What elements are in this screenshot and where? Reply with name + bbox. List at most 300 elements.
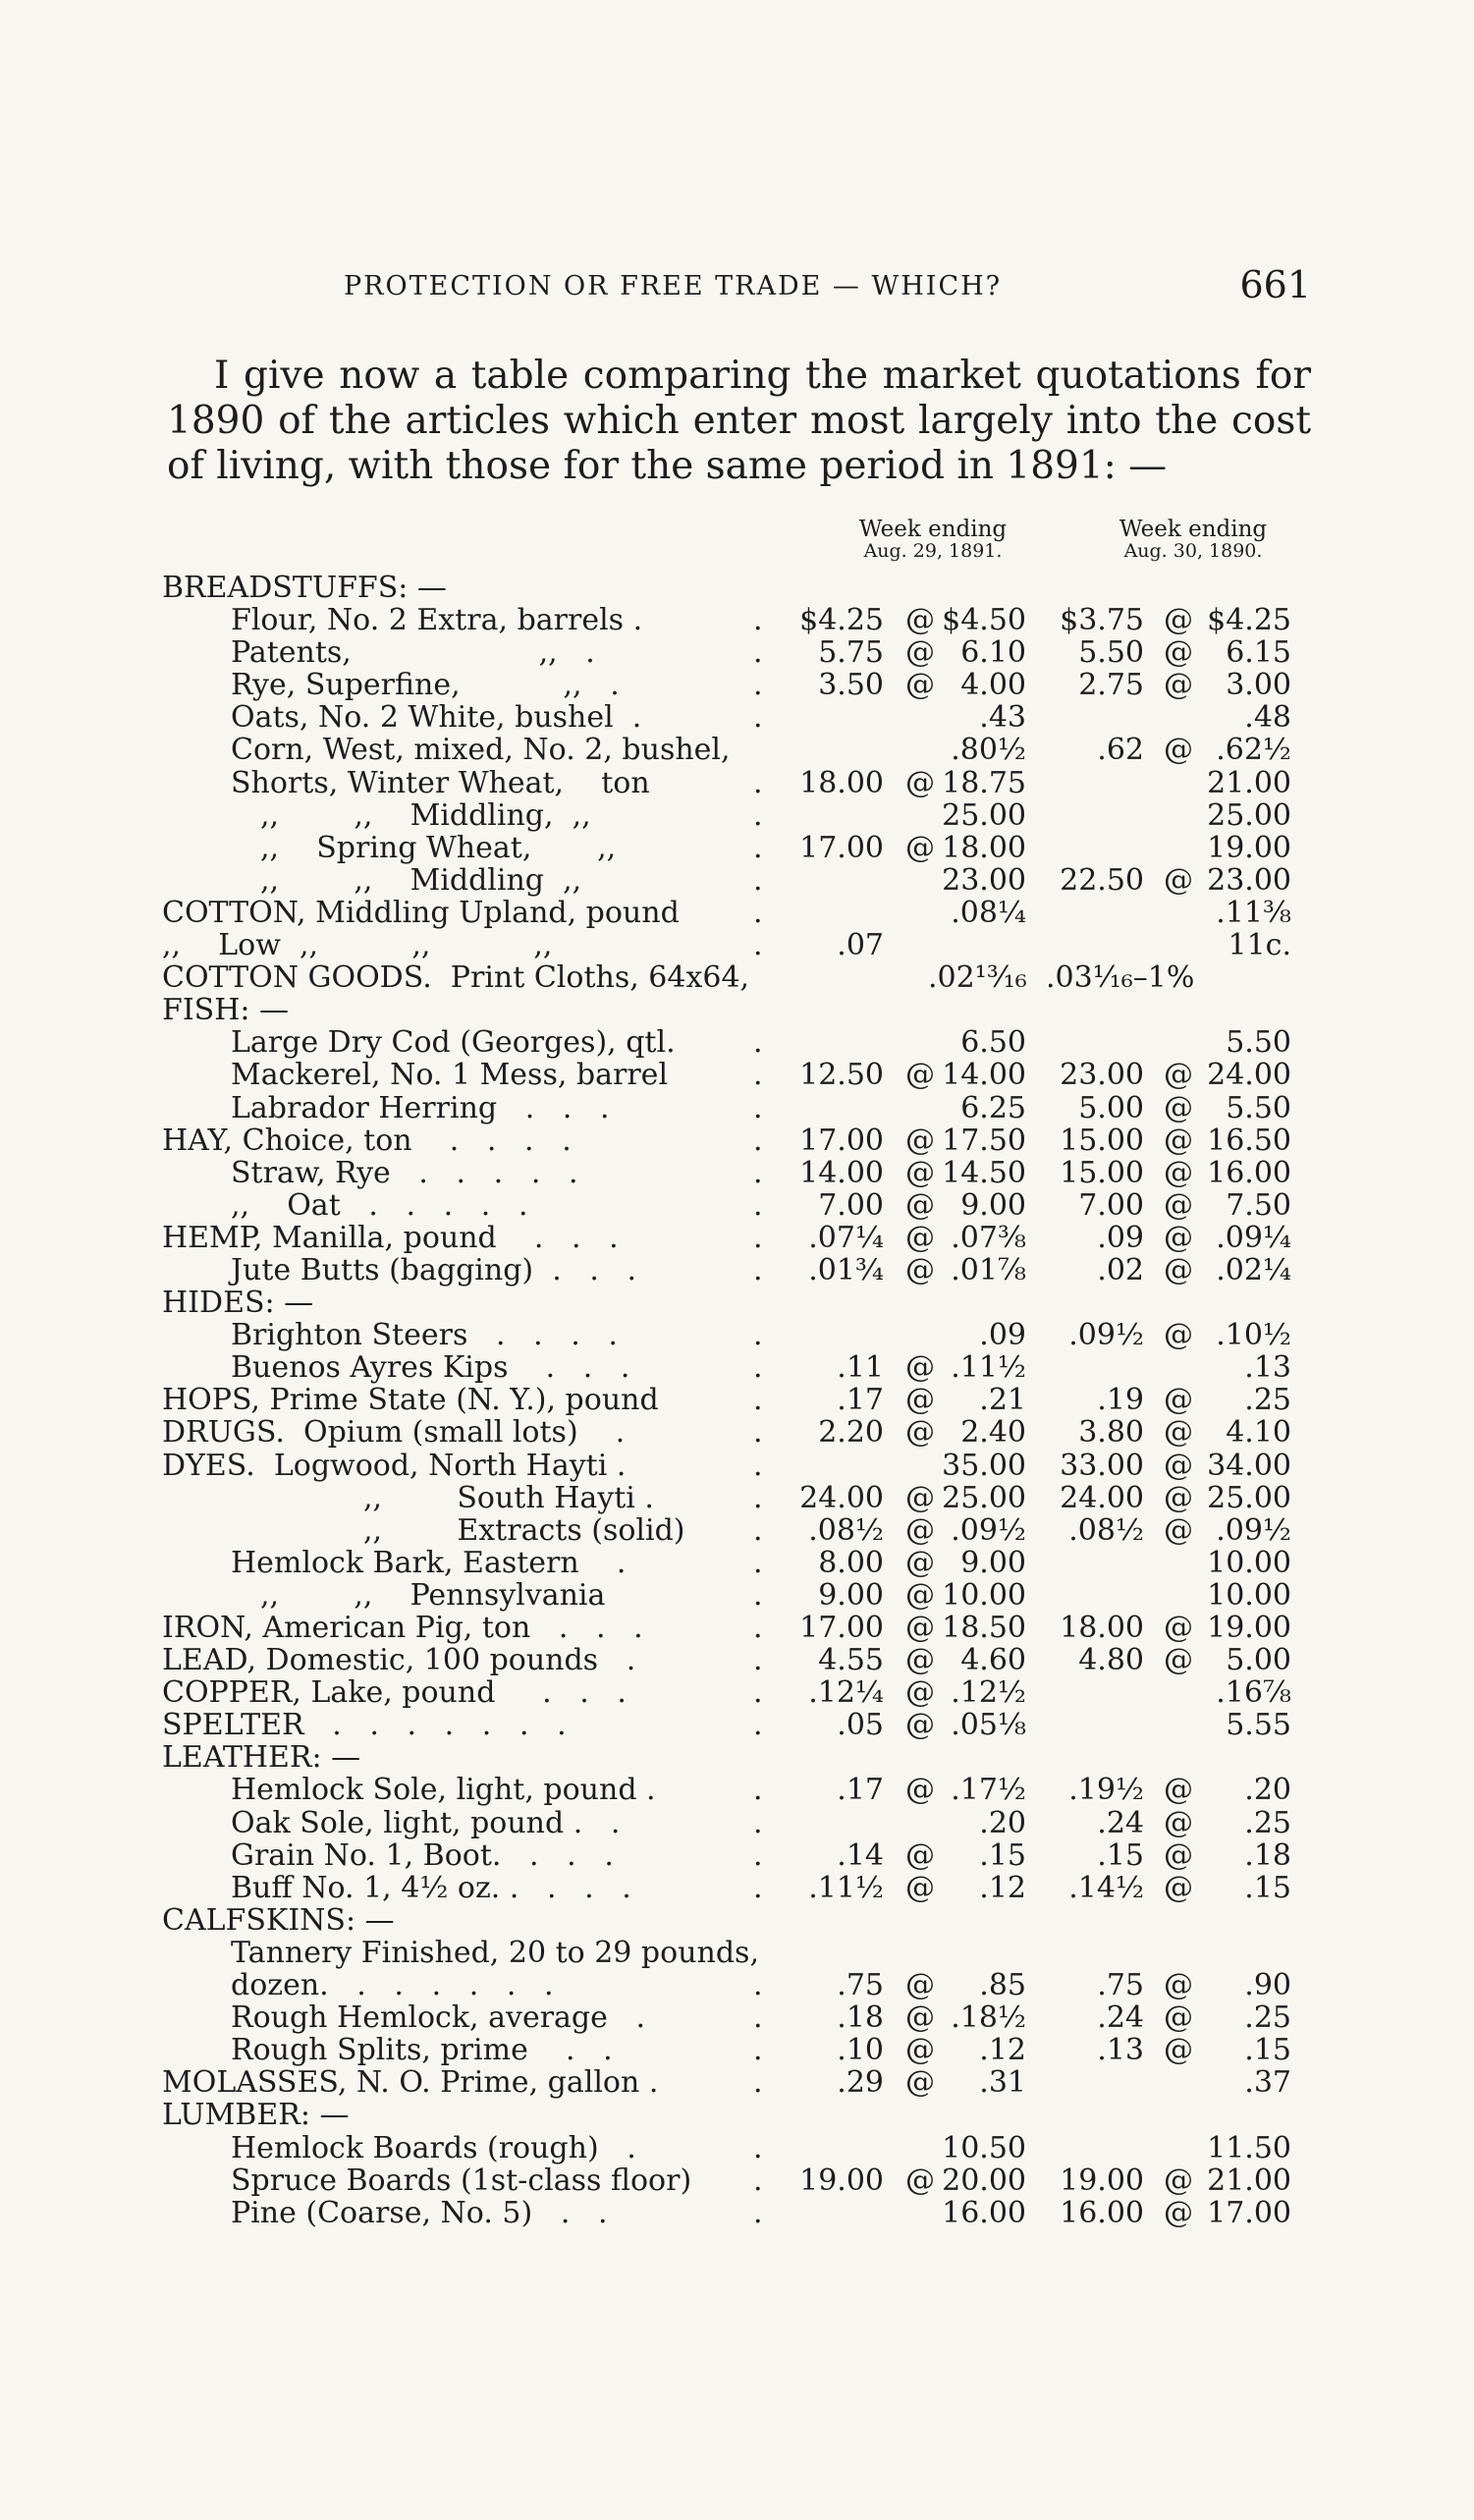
cell-v1hi: 6.10 bbox=[960, 635, 1026, 671]
row-label: DRUGS. Opium (small lots) . bbox=[162, 1415, 626, 1451]
cell-at1: @ bbox=[905, 1123, 935, 1158]
cell-v2hi: 11.50 bbox=[1207, 2130, 1291, 2165]
cell-v2hi: .62½ bbox=[1216, 733, 1291, 768]
cell-at2: @ bbox=[1164, 1643, 1193, 1678]
cell-v1hi: .18½ bbox=[951, 2000, 1026, 2036]
column-title-1891: Week ending bbox=[858, 517, 1008, 542]
row-label: COPPER, Lake, pound . . . bbox=[162, 1675, 627, 1711]
cell-v1hi: .01⅞ bbox=[951, 1252, 1026, 1287]
leader-dot: . bbox=[753, 1643, 763, 1678]
cell-v2hi: 25.00 bbox=[1207, 797, 1291, 833]
cell-v2lo: 15.00 bbox=[1060, 1155, 1144, 1190]
cell-v2hi: 10.00 bbox=[1207, 1577, 1291, 1613]
leader-dot: . bbox=[753, 1837, 763, 1873]
table-row bbox=[162, 2034, 1316, 2066]
row-label: MOLASSES, N. O. Prime, gallon . bbox=[162, 2065, 659, 2101]
leader-dot: . bbox=[753, 1187, 763, 1223]
cell-v2hi: 25.00 bbox=[1207, 1480, 1291, 1515]
cell-v1lo: 14.00 bbox=[799, 1155, 884, 1190]
cell-at2: @ bbox=[1164, 1837, 1193, 1873]
leader-dot: . bbox=[753, 2195, 763, 2230]
cell-v1lo: 19.00 bbox=[799, 2163, 884, 2198]
running-title: PROTECTION OR FREE TRADE — WHICH? bbox=[344, 271, 1003, 301]
leader-dot: . bbox=[753, 1480, 763, 1515]
cell-v1lo: .17 bbox=[837, 1773, 884, 1808]
cell-at2: @ bbox=[1164, 1512, 1193, 1548]
table-row bbox=[162, 636, 1316, 669]
cell-v2hi: .25 bbox=[1244, 1805, 1291, 1840]
leader-dot: . bbox=[753, 1318, 763, 1353]
cell-v2lo: 5.50 bbox=[1078, 635, 1144, 671]
row-label: Grain No. 1, Boot. . . . bbox=[231, 1837, 614, 1873]
row-label: Straw, Rye . . . . . bbox=[231, 1155, 578, 1190]
cell-at2: @ bbox=[1164, 1383, 1193, 1418]
cell-at1: @ bbox=[905, 765, 935, 800]
table-row bbox=[162, 1741, 1316, 1774]
cell-v2lo: 16.00 bbox=[1060, 2195, 1144, 2230]
cell-v1hi: 9.00 bbox=[960, 1545, 1026, 1580]
cell-v1hi: .31 bbox=[979, 2065, 1026, 2101]
row-label: BREADSTUFFS: — bbox=[162, 571, 447, 605]
cell-v2hi: 21.00 bbox=[1207, 765, 1291, 800]
cell-v1lo: .75 bbox=[837, 1968, 884, 2003]
cell-at2: @ bbox=[1164, 862, 1193, 898]
cell-v2lo: 24.00 bbox=[1060, 1480, 1144, 1515]
cell-at2: @ bbox=[1164, 733, 1193, 768]
table-row bbox=[162, 1416, 1316, 1449]
cell-v1hi: 18.75 bbox=[942, 765, 1026, 800]
row-label: Pine (Coarse, No. 5) . . bbox=[231, 2195, 608, 2230]
cell-at2: @ bbox=[1164, 2195, 1193, 2230]
table-row bbox=[162, 1319, 1316, 1351]
cell-at1: @ bbox=[905, 1155, 935, 1190]
cell-v2hi: .15 bbox=[1244, 2033, 1291, 2068]
cell-v1hi: .05⅛ bbox=[951, 1708, 1026, 1743]
row-label: ,, Low ,, ,, ,, bbox=[162, 928, 553, 963]
column-header-1891 bbox=[820, 519, 1046, 562]
table-row bbox=[162, 1839, 1316, 1872]
cell-at2: @ bbox=[1164, 1187, 1193, 1223]
cell-v2lo: .19 bbox=[1097, 1383, 1144, 1418]
cell-v2lo: .24 bbox=[1097, 1805, 1144, 1840]
leader-dot: . bbox=[753, 1545, 763, 1580]
cell-v2lo: 33.00 bbox=[1060, 1448, 1144, 1483]
cell-v2lo: 22.50 bbox=[1060, 862, 1144, 898]
leader-dot: . bbox=[753, 1090, 763, 1125]
row-label: Jute Butts (bagging) . . . bbox=[231, 1252, 637, 1287]
cell-v1lo: .07¼ bbox=[808, 1220, 884, 1255]
cell-v1lo: .11½ bbox=[808, 1870, 884, 1905]
table-row bbox=[162, 1937, 1316, 1969]
cell-at1: @ bbox=[905, 1968, 935, 2003]
cell-v1hi: 6.25 bbox=[960, 1090, 1026, 1125]
cell-v1hi: 18.50 bbox=[942, 1611, 1026, 1645]
leader-dot: . bbox=[753, 2130, 763, 2165]
cell-v2hi: 6.15 bbox=[1226, 635, 1291, 671]
cell-v2hi: .25 bbox=[1244, 2000, 1291, 2036]
price-table bbox=[162, 572, 1316, 2229]
table-row bbox=[162, 1774, 1316, 1806]
leader-dot: . bbox=[753, 862, 763, 898]
cell-v1hi: 35.00 bbox=[942, 1448, 1026, 1483]
table-row bbox=[162, 572, 1316, 604]
cell-v2hi: 17.00 bbox=[1207, 2195, 1291, 2230]
cell-v2hi: .11⅜ bbox=[1216, 895, 1291, 930]
row-label: Buenos Ayres Kips . . . bbox=[231, 1350, 630, 1386]
table-row bbox=[162, 1157, 1316, 1189]
cell-v2lo: 7.00 bbox=[1078, 1187, 1144, 1223]
cell-v1hi: 25.00 bbox=[942, 797, 1026, 833]
cell-v1hi: .80½ bbox=[951, 733, 1026, 768]
cell-v2hi: 24.00 bbox=[1207, 1058, 1291, 1093]
cell-v2lo: .24 bbox=[1097, 2000, 1144, 2036]
cell-v1lo: .14 bbox=[837, 1837, 884, 1873]
cell-v1lo: .17 bbox=[837, 1383, 884, 1418]
cell-v2hi: .02¼ bbox=[1216, 1252, 1291, 1287]
cell-v1hi: .85 bbox=[979, 1968, 1026, 2003]
cell-at1: @ bbox=[905, 1837, 935, 1873]
cell-v1lo: 5.75 bbox=[818, 635, 884, 671]
leader-dot: . bbox=[753, 1577, 763, 1613]
cell-v2lo: .62 bbox=[1097, 733, 1144, 768]
cell-at2: @ bbox=[1164, 1448, 1193, 1483]
cell-v2lo: .14½ bbox=[1068, 1870, 1144, 1905]
cell-at1: @ bbox=[905, 1480, 935, 1515]
table-row bbox=[162, 897, 1316, 929]
leader-dot: . bbox=[753, 1155, 763, 1190]
row-label: HIDES: — bbox=[162, 1286, 314, 1321]
cell-v2hi: .15 bbox=[1244, 1870, 1291, 1905]
table-row bbox=[162, 1384, 1316, 1416]
cell-at1: @ bbox=[905, 1708, 935, 1743]
leader-dot: . bbox=[753, 1350, 763, 1386]
cell-v2hi: 11c. bbox=[1228, 928, 1291, 963]
table-row bbox=[162, 1514, 1316, 1547]
cell-at2: @ bbox=[1164, 603, 1193, 638]
table-row bbox=[162, 1676, 1316, 1709]
table-row bbox=[162, 604, 1316, 636]
column-date-1891: Aug. 29, 1891. bbox=[863, 540, 1003, 562]
cell-at1: @ bbox=[905, 1415, 935, 1451]
row-label: DYES. Logwood, North Hayti . bbox=[162, 1448, 627, 1483]
row-label: Tannery Finished, 20 to 29 pounds, bbox=[231, 1935, 759, 1970]
cell-v1hi: 10.00 bbox=[942, 1577, 1026, 1613]
cell-v1hi: .09 bbox=[979, 1318, 1026, 1353]
cell-v1lo: .10 bbox=[837, 2033, 884, 2068]
cell-v1lo: .29 bbox=[837, 2065, 884, 2101]
cell-at2: @ bbox=[1164, 1318, 1193, 1353]
leader-dot: . bbox=[753, 1968, 763, 2003]
cell-at2: @ bbox=[1164, 2163, 1193, 2198]
leader-dot: . bbox=[753, 668, 763, 703]
leader-dot: . bbox=[753, 1708, 763, 1743]
row-label: Hemlock Sole, light, pound . bbox=[231, 1773, 656, 1808]
cell-v2hi: 19.00 bbox=[1207, 1611, 1291, 1645]
row-label: Large Dry Cod (Georges), qtl. bbox=[231, 1025, 676, 1061]
leader-dot: . bbox=[753, 765, 763, 800]
cell-v2hi: .09¼ bbox=[1216, 1220, 1291, 1255]
table-row bbox=[162, 1579, 1316, 1612]
cell-v2hi: .90 bbox=[1244, 1968, 1291, 2003]
row-label: ,, South Hayti . bbox=[363, 1480, 654, 1515]
table-row bbox=[162, 2164, 1316, 2197]
cell-v2lo: 23.00 bbox=[1060, 1058, 1144, 1093]
leader-dot: . bbox=[753, 2163, 763, 2198]
cell-v2hi: 3.00 bbox=[1226, 668, 1291, 703]
cell-at2: @ bbox=[1164, 1805, 1193, 1840]
table-row bbox=[162, 1092, 1316, 1124]
table-row bbox=[162, 2197, 1316, 2229]
cell-at1: @ bbox=[905, 830, 935, 865]
leader-dot: . bbox=[753, 1123, 763, 1158]
row-label: ,, Spring Wheat, ,, bbox=[260, 830, 617, 865]
leader-dot: . bbox=[753, 830, 763, 865]
cell-at2: @ bbox=[1164, 2033, 1193, 2068]
leader-dot: . bbox=[753, 603, 763, 638]
leader-dot: . bbox=[753, 1415, 763, 1451]
leader-dot: . bbox=[753, 700, 763, 736]
row-label: COTTON, Middling Upland, pound bbox=[162, 895, 680, 930]
cell-v2lo: $3.75 bbox=[1060, 603, 1144, 638]
cell-v2hi: 5.00 bbox=[1226, 1643, 1291, 1678]
cell-v1hi: .02¹³⁄₁₆ bbox=[928, 960, 1027, 996]
row-label: COTTON GOODS. Print Cloths, 64x64, bbox=[162, 960, 750, 996]
cell-at1: @ bbox=[905, 635, 935, 671]
cell-v2hi: .13 bbox=[1244, 1350, 1291, 1386]
cell-at1: @ bbox=[905, 1058, 935, 1093]
cell-v2hi: .25 bbox=[1244, 1383, 1291, 1418]
table-row bbox=[162, 1351, 1316, 1384]
cell-v2hi: 16.50 bbox=[1207, 1123, 1291, 1158]
leader-dot: . bbox=[753, 895, 763, 930]
table-row bbox=[162, 734, 1316, 766]
table-row bbox=[162, 929, 1316, 961]
row-label: LUMBER: — bbox=[162, 2098, 350, 2133]
cell-v1lo: 2.20 bbox=[818, 1415, 884, 1451]
cell-v1lo: .11 bbox=[837, 1350, 884, 1386]
table-row bbox=[162, 1807, 1316, 1839]
row-label: LEATHER: — bbox=[162, 1740, 361, 1776]
row-label: ,, ,, Pennsylvania bbox=[260, 1577, 606, 1613]
row-label: Shorts, Winter Wheat, ton bbox=[231, 765, 650, 800]
cell-at2: @ bbox=[1164, 2000, 1193, 2036]
cell-at1: @ bbox=[905, 1252, 935, 1287]
cell-at2: @ bbox=[1164, 1773, 1193, 1808]
cell-v1hi: .07⅜ bbox=[951, 1220, 1026, 1255]
cell-v1hi: .21 bbox=[979, 1383, 1026, 1418]
cell-at1: @ bbox=[905, 1611, 935, 1645]
leader-dot: . bbox=[753, 1805, 763, 1840]
cell-v1lo: .01¾ bbox=[808, 1252, 884, 1287]
table-row bbox=[162, 2099, 1316, 2131]
leader-dot: . bbox=[753, 635, 763, 671]
table-row bbox=[162, 1612, 1316, 1644]
cell-v2hi: 16.00 bbox=[1207, 1155, 1291, 1190]
row-label: Hemlock Boards (rough) . bbox=[231, 2130, 636, 2165]
cell-v1lo: .05 bbox=[837, 1708, 884, 1743]
row-label: Spruce Boards (1st-class floor) bbox=[231, 2163, 692, 2198]
row-label: Oak Sole, light, pound . . bbox=[231, 1805, 621, 1840]
leader-dot: . bbox=[753, 2065, 763, 2101]
cell-v1hi: .12½ bbox=[951, 1675, 1026, 1711]
cell-v2hi: 23.00 bbox=[1207, 862, 1291, 898]
cell-v1hi: 18.00 bbox=[942, 830, 1026, 865]
cell-v1hi: .09½ bbox=[951, 1512, 1026, 1548]
row-label: Brighton Steers . . . . bbox=[231, 1318, 618, 1353]
leader-dot: . bbox=[753, 2033, 763, 2068]
cell-at2: @ bbox=[1164, 1415, 1193, 1451]
cell-at1: @ bbox=[905, 1577, 935, 1613]
cell-v1hi: 10.50 bbox=[942, 2130, 1026, 2165]
cell-at2: @ bbox=[1164, 668, 1193, 703]
row-label: Hemlock Bark, Eastern . bbox=[231, 1545, 627, 1580]
cell-at1: @ bbox=[905, 1643, 935, 1678]
row-label: Patents, ,, . bbox=[231, 635, 595, 671]
intro-paragraph bbox=[167, 354, 1311, 489]
cell-at1: @ bbox=[905, 2000, 935, 2036]
cell-v1lo: .07 bbox=[837, 928, 884, 963]
cell-v1lo: 12.50 bbox=[799, 1058, 884, 1093]
row-label: Flour, No. 2 Extra, barrels . bbox=[231, 603, 643, 638]
cell-at1: @ bbox=[905, 2065, 935, 2101]
cell-v2hi: .09½ bbox=[1216, 1512, 1291, 1548]
row-label: Rough Splits, prime . . bbox=[231, 2033, 613, 2068]
row-label: ,, ,, Middling, ,, bbox=[260, 797, 591, 833]
row-label: Mackerel, No. 1 Mess, barrel bbox=[231, 1058, 669, 1093]
cell-v1hi: 14.00 bbox=[942, 1058, 1026, 1093]
leader-dot: . bbox=[753, 1773, 763, 1808]
table-row bbox=[162, 1644, 1316, 1676]
row-label: dozen. . . . . . . bbox=[231, 1968, 554, 2003]
cell-v2lo: .08½ bbox=[1068, 1512, 1144, 1548]
cell-v2hi: 5.50 bbox=[1226, 1025, 1291, 1061]
cell-at2: @ bbox=[1164, 1220, 1193, 1255]
table-row bbox=[162, 1904, 1316, 1937]
cell-at2: @ bbox=[1164, 1090, 1193, 1125]
cell-v1lo: 3.50 bbox=[818, 668, 884, 703]
cell-v2hi: 10.00 bbox=[1207, 1545, 1291, 1580]
table-row bbox=[162, 1450, 1316, 1482]
leader-dot: . bbox=[753, 1058, 763, 1093]
row-label: Corn, West, mixed, No. 2, bushel, bbox=[231, 733, 731, 768]
table-row bbox=[162, 1482, 1316, 1514]
cell-v1hi: 4.00 bbox=[960, 668, 1026, 703]
page-number: 661 bbox=[1239, 263, 1311, 306]
cell-v1hi: 2.40 bbox=[960, 1415, 1026, 1451]
cell-v2hi: .18 bbox=[1244, 1837, 1291, 1873]
cell-v1lo: .18 bbox=[837, 2000, 884, 2036]
cell-v1hi: $4.50 bbox=[942, 603, 1026, 638]
row-label: Oats, No. 2 White, bushel . bbox=[231, 700, 642, 736]
row-label: Labrador Herring . . . bbox=[231, 1090, 610, 1125]
table-row bbox=[162, 1254, 1316, 1287]
cell-v2lo: .09 bbox=[1097, 1220, 1144, 1255]
cell-at1: @ bbox=[905, 1773, 935, 1808]
leader-dot: . bbox=[753, 1870, 763, 1905]
table-row bbox=[162, 994, 1316, 1026]
leader-dot: . bbox=[753, 797, 763, 833]
table-row bbox=[162, 1547, 1316, 1579]
column-header-1890 bbox=[1080, 519, 1306, 562]
cell-v2hi: 19.00 bbox=[1207, 830, 1291, 865]
cell-at2: @ bbox=[1164, 635, 1193, 671]
cell-at1: @ bbox=[905, 1187, 935, 1223]
cell-at1: @ bbox=[905, 2163, 935, 2198]
row-label: Rough Hemlock, average . bbox=[231, 2000, 646, 2036]
cell-v2lo: .19½ bbox=[1068, 1773, 1144, 1808]
cell-v2lo: .03¹⁄₁₆–1% bbox=[1046, 960, 1195, 996]
row-label: Buff No. 1, 4½ oz. . . . . bbox=[231, 1870, 631, 1905]
table-row bbox=[162, 1059, 1316, 1091]
cell-v1hi: 16.00 bbox=[942, 2195, 1026, 2230]
table-row bbox=[162, 1189, 1316, 1222]
column-title-1890: Week ending bbox=[1119, 517, 1268, 542]
cell-at1: @ bbox=[905, 1870, 935, 1905]
cell-v1hi: 14.50 bbox=[942, 1155, 1026, 1190]
cell-at1: @ bbox=[905, 1220, 935, 1255]
cell-v2hi: .10½ bbox=[1216, 1318, 1291, 1353]
cell-at2: @ bbox=[1164, 1480, 1193, 1515]
cell-v1hi: 4.60 bbox=[960, 1643, 1026, 1678]
row-label: HAY, Choice, ton . . . . bbox=[162, 1123, 572, 1158]
cell-v1lo: 17.00 bbox=[799, 1123, 884, 1158]
cell-v1lo: 24.00 bbox=[799, 1480, 884, 1515]
cell-at1: @ bbox=[905, 2033, 935, 2068]
cell-v2hi: 5.55 bbox=[1226, 1708, 1291, 1743]
leader-dot: . bbox=[753, 1611, 763, 1645]
cell-v2hi: .37 bbox=[1244, 2065, 1291, 2101]
cell-at1: @ bbox=[905, 1545, 935, 1580]
leader-dot: . bbox=[753, 1220, 763, 1255]
cell-v1hi: 25.00 bbox=[942, 1480, 1026, 1515]
cell-v1hi: .12 bbox=[979, 2033, 1026, 2068]
row-label: HOPS, Prime State (N. Y.), pound bbox=[162, 1383, 659, 1418]
table-row bbox=[162, 1969, 1316, 2001]
table-row bbox=[162, 832, 1316, 864]
cell-v2lo: 4.80 bbox=[1078, 1643, 1144, 1678]
table-row bbox=[162, 1026, 1316, 1059]
row-label: ,, ,, Middling ,, bbox=[260, 862, 582, 898]
cell-v2hi: 5.50 bbox=[1226, 1090, 1291, 1125]
cell-v1hi: .12 bbox=[979, 1870, 1026, 1905]
cell-v2lo: 15.00 bbox=[1060, 1123, 1144, 1158]
cell-v2lo: 3.80 bbox=[1078, 1415, 1144, 1451]
table-row bbox=[162, 1124, 1316, 1157]
cell-v2lo: 2.75 bbox=[1078, 668, 1144, 703]
running-head bbox=[167, 263, 1311, 312]
cell-v1lo: 8.00 bbox=[818, 1545, 884, 1580]
cell-at2: @ bbox=[1164, 1870, 1193, 1905]
table-row bbox=[162, 2066, 1316, 2099]
row-label: FISH: — bbox=[162, 993, 290, 1028]
cell-v2lo: .09½ bbox=[1068, 1318, 1144, 1353]
leader-dot: . bbox=[753, 1252, 763, 1287]
cell-v2lo: .15 bbox=[1097, 1837, 1144, 1873]
cell-at2: @ bbox=[1164, 1058, 1193, 1093]
cell-v2hi: 34.00 bbox=[1207, 1448, 1291, 1483]
cell-v2hi: 4.10 bbox=[1226, 1415, 1291, 1451]
cell-at1: @ bbox=[905, 603, 935, 638]
table-row bbox=[162, 1287, 1316, 1319]
table-row bbox=[162, 669, 1316, 701]
table-row bbox=[162, 961, 1316, 994]
row-label: CALFSKINS: — bbox=[162, 1902, 395, 1938]
cell-v1hi: 20.00 bbox=[942, 2163, 1026, 2198]
cell-v2hi: 7.50 bbox=[1226, 1187, 1291, 1223]
cell-v2lo: .02 bbox=[1097, 1252, 1144, 1287]
cell-v2hi: .48 bbox=[1244, 700, 1291, 736]
cell-v1hi: 23.00 bbox=[942, 862, 1026, 898]
